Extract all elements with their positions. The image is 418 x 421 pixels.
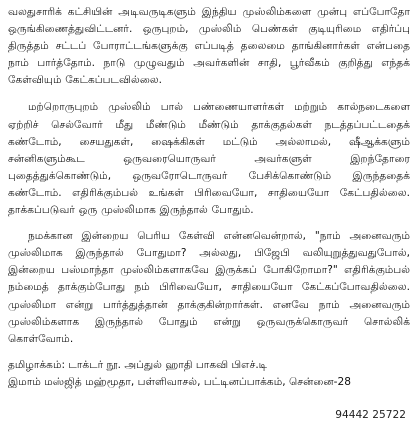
- paragraph-3: நமக்கான இன்றைய பெரிய கேள்வி என்னவென்றால், "நாம் அனைவரும் முஸ்லிமாக இருந்தால் போதுமா? அல்லது, பிஜேபி வலியுறுத்துவதுபோல், இன்றைய பஸ்மாந்தா முஸ்லிம்களாகவே இருக்கப் போகிறோமா?" எதிரிக்கும்பல் நம்மைத் தாக்கும்போது நம் பிரிவையோ, சாதியையோ கேட்கப்போவதில்லை. முஸ்லிமா என்று பார்த்துத்தான் தாக்குகின்றார்கள். எனவே நாம் அனைவரும் முஸ்லிம்களாக இருந்தால் போதும் என்று ஒருவருக்கொருவர் சொல்லிக் கொள்வோம்.: [8, 230, 410, 345]
- translator-credit: [8, 357, 410, 391]
- translator-line: தமிழாக்கம்: டாக்டர் நூ. அப்துல் ஹாதி பாகவி பிஎச்.டி: [8, 358, 268, 371]
- paragraph-1: வலதுசாரிக் கட்சியின் அடிவருடிகளும் இந்திய முஸ்லிம்களை முன்பு எப்போதோ ஒருங்கிணைத்துவிட்டனர். ஒருபுறம், முஸ்லிம் பெண்கள் குடியுரிமை எதிர்ப்பு திருத்தம் சட்டப் போராட்டங்களுக்கு எப்படித் தலைமை தாங்கினார்கள் என்பதை நாம் பார்த்தோம். நாடு முழுவதும் அவர்களின் சாதி, பூர்வீகம் குறித்து எந்தக் கேள்வியும் கேட்கப்படவில்லை.: [8, 6, 410, 87]
- paragraph-2: மற்றொருபுறம் முஸ்லிம் பால் பண்ணையாளர்கள் மற்றும் கால்நடைகளை ஏற்றிச் செல்வோர் மீது மீண்டும் மீண்டும் தாக்குதல்கள் நடத்தப்பட்டதைக் கண்டோம், சையதுகள், ஷைக்கிகள் மட்டும் அல்லாமல், ஷீஆக்களும் சன்னிகளும்கூட ஒருவரையொருவர் அவர்களுள் இறந்தோரை புதைத்துக்கொண்டும், ஒருவரோடொருவர் பேசிக்கொண்டும் இருந்ததைக் கண்டோம். எதிரிக்கும்பல் உங்கள் பிரிவையோ, சாதியையோ கேட்பதில்லை. தாக்கப்படுவர் ஒரு முஸ்லிமாக இருந்தால் போதும்.: [8, 101, 410, 217]
- phone-number: 94442 25722: [335, 409, 406, 421]
- address-line: இமாம் மஸ்ஜித் மஹ்மூதா, பள்ளிவாசல், பட்டினப்பாக்கம், சென்னை-28: [8, 375, 351, 388]
